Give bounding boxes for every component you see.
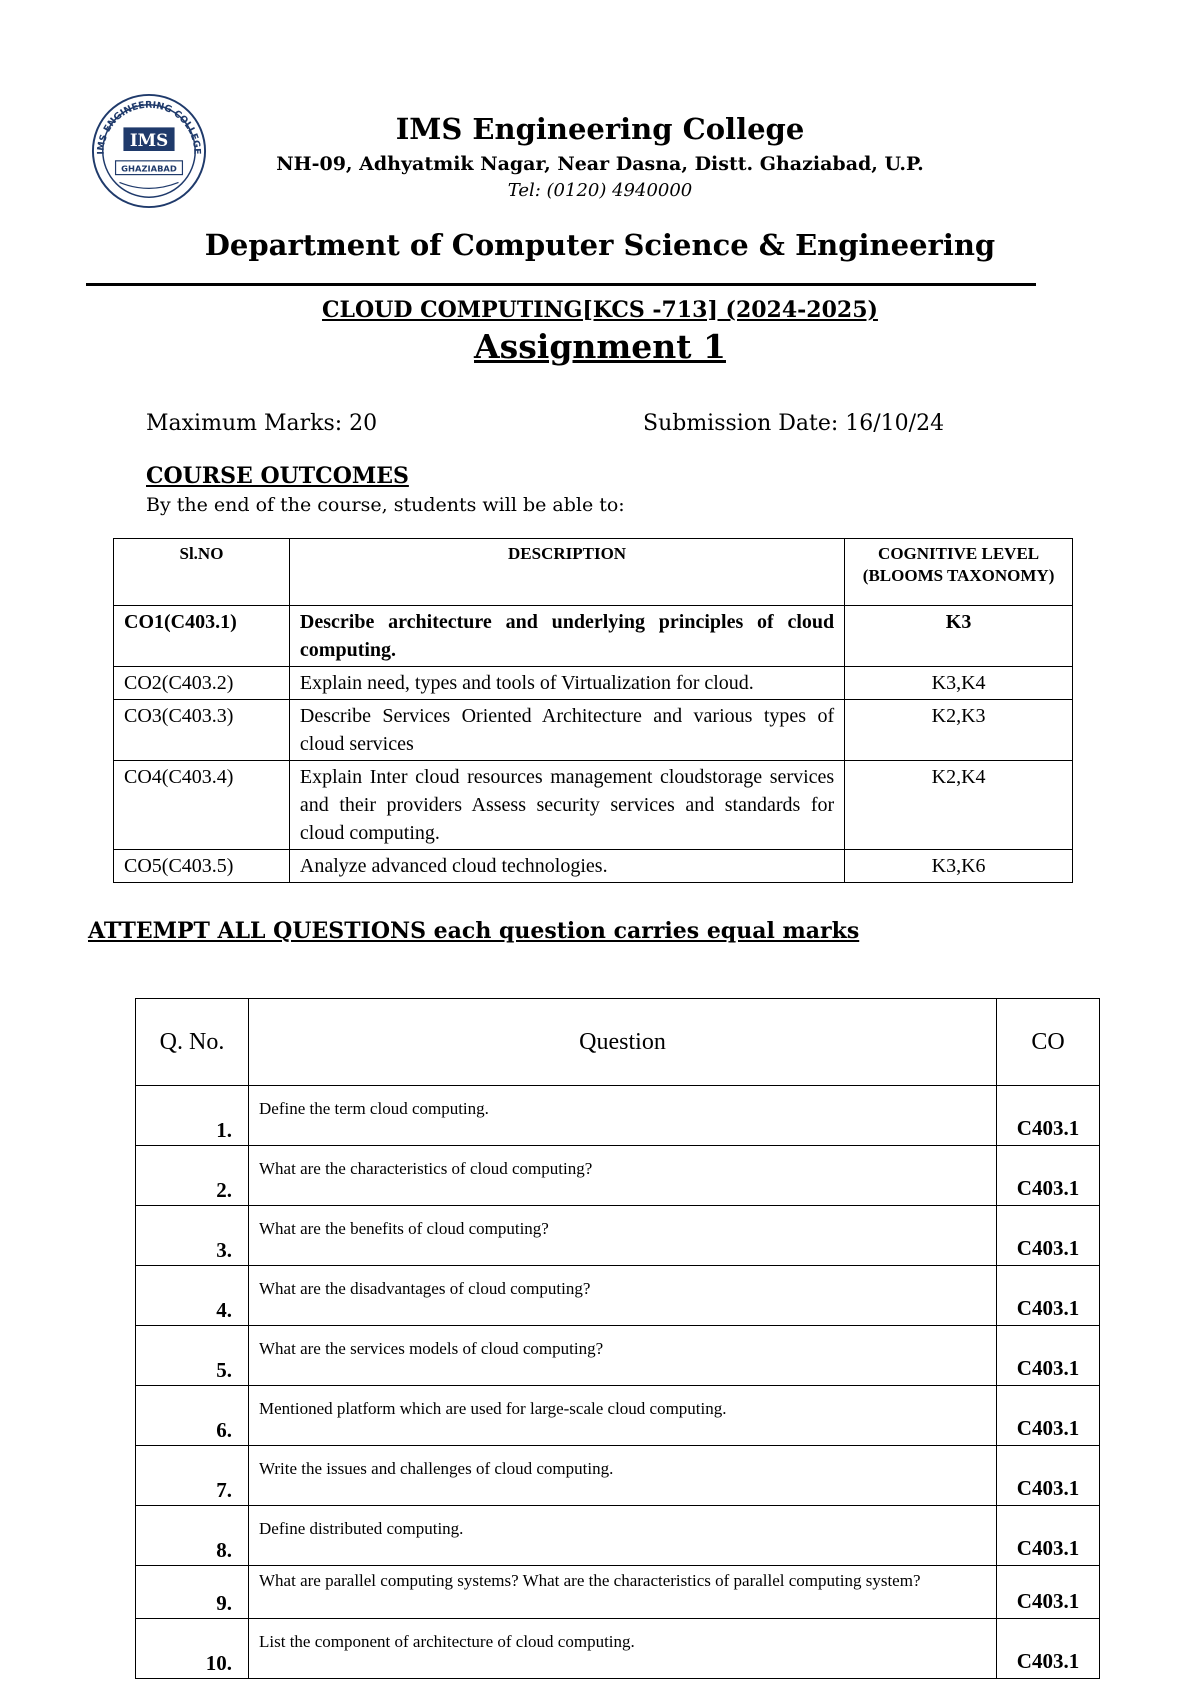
table-row [114, 700, 1073, 761]
question-number: 9. [136, 1566, 249, 1619]
questions-table [135, 998, 1100, 1679]
header-description: DESCRIPTION [289, 539, 844, 606]
course-outcomes-heading: COURSE OUTCOMES [146, 463, 409, 489]
logo-monogram: IMS [129, 130, 169, 151]
co-code: CO5(C403.5) [114, 850, 290, 883]
header-divider [86, 283, 1036, 286]
table-row [136, 1566, 1100, 1619]
table-header-row [136, 999, 1100, 1086]
header-question: Question [249, 999, 997, 1086]
college-name: IMS Engineering College [395, 112, 805, 146]
question-number: 3. [136, 1206, 249, 1266]
table-row [136, 1386, 1100, 1446]
co-description: Describe architecture and underlying principles of cloud computing. [289, 606, 844, 667]
course-outcomes-intro: By the end of the course, students will be able to: [146, 494, 625, 516]
question-co: C403.1 [997, 1206, 1100, 1266]
submission-date: Submission Date: 16/10/24 [643, 411, 945, 436]
college-telephone: Tel: (0120) 4940000 [507, 180, 693, 201]
table-row [136, 1086, 1100, 1146]
course-outcomes-table [113, 538, 1073, 883]
course-title: CLOUD COMPUTING[KCS -713] (2024-2025) [322, 297, 878, 323]
instruction-heading: ATTEMPT ALL QUESTIONS each question carries equal marks [88, 918, 860, 944]
question-text: List the component of architecture of cloud computing. [249, 1619, 997, 1679]
question-number: 4. [136, 1266, 249, 1326]
question-co: C403.1 [997, 1266, 1100, 1326]
co-level: K3,K4 [845, 667, 1073, 700]
table-row [114, 606, 1073, 667]
question-co: C403.1 [997, 1326, 1100, 1386]
table-row [136, 1619, 1100, 1679]
question-text: Define distributed computing. [249, 1506, 997, 1566]
question-co: C403.1 [997, 1446, 1100, 1506]
question-co: C403.1 [997, 1386, 1100, 1446]
question-text: Define the term cloud computing. [249, 1086, 997, 1146]
question-co: C403.1 [997, 1146, 1100, 1206]
co-description: Analyze advanced cloud technologies. [289, 850, 844, 883]
table-row [136, 1206, 1100, 1266]
header-slno: Sl.NO [114, 539, 290, 606]
question-text: Write the issues and challenges of cloud computing. [249, 1446, 997, 1506]
table-row [136, 1266, 1100, 1326]
co-code: CO4(C403.4) [114, 761, 290, 850]
co-code: CO3(C403.3) [114, 700, 290, 761]
logo-top-text: IMS ENGINEERING COLLEGE [95, 99, 203, 155]
co-description: Explain need, types and tools of Virtualization for cloud. [289, 667, 844, 700]
college-address: NH-09, Adhyatmik Nagar, Near Dasna, Distt. Ghaziabad, U.P. [276, 153, 924, 175]
logo-city: GHAZIABAD [121, 163, 177, 174]
question-text: What are the disadvantages of cloud computing? [249, 1266, 997, 1326]
table-row [114, 850, 1073, 883]
question-number: 7. [136, 1446, 249, 1506]
question-co: C403.1 [997, 1086, 1100, 1146]
question-co: C403.1 [997, 1506, 1100, 1566]
question-number: 8. [136, 1506, 249, 1566]
question-co: C403.1 [997, 1619, 1100, 1679]
question-number: 6. [136, 1386, 249, 1446]
question-text: What are the benefits of cloud computing? [249, 1206, 997, 1266]
question-co: C403.1 [997, 1566, 1100, 1619]
co-description: Describe Services Oriented Architecture and various types of cloud services [289, 700, 844, 761]
co-level: K2,K3 [845, 700, 1073, 761]
question-number: 10. [136, 1619, 249, 1679]
question-number: 1. [136, 1086, 249, 1146]
co-level: K3,K6 [845, 850, 1073, 883]
question-number: 2. [136, 1146, 249, 1206]
question-number: 5. [136, 1326, 249, 1386]
co-code: CO1(C403.1) [114, 606, 290, 667]
table-row [136, 1326, 1100, 1386]
co-description: Explain Inter cloud resources management cloudstorage services and their providers Assess security services and standards for cloud computing. [289, 761, 844, 850]
question-text: What are the services models of cloud computing? [249, 1326, 997, 1386]
table-header-row [114, 539, 1073, 606]
table-row [114, 761, 1073, 850]
table-row [136, 1146, 1100, 1206]
co-code: CO2(C403.2) [114, 667, 290, 700]
question-text: Mentioned platform which are used for large-scale cloud computing. [249, 1386, 997, 1446]
assignment-title: Assignment 1 [474, 327, 726, 366]
table-row [136, 1446, 1100, 1506]
table-row [114, 667, 1073, 700]
co-level: K3 [845, 606, 1073, 667]
header-qno: Q. No. [136, 999, 249, 1086]
header-co: CO [997, 999, 1100, 1086]
college-logo [90, 92, 208, 210]
header-cognitive-level: COGNITIVE LEVEL (BLOOMS TAXONOMY) [845, 539, 1073, 606]
department-title: Department of Computer Science & Engineering [204, 228, 996, 262]
maximum-marks: Maximum Marks: 20 [146, 411, 378, 436]
question-text: What are parallel computing systems? What are the characteristics of parallel computing system? [249, 1566, 997, 1619]
co-level: K2,K4 [845, 761, 1073, 850]
question-text: What are the characteristics of cloud computing? [249, 1146, 997, 1206]
table-row [136, 1506, 1100, 1566]
